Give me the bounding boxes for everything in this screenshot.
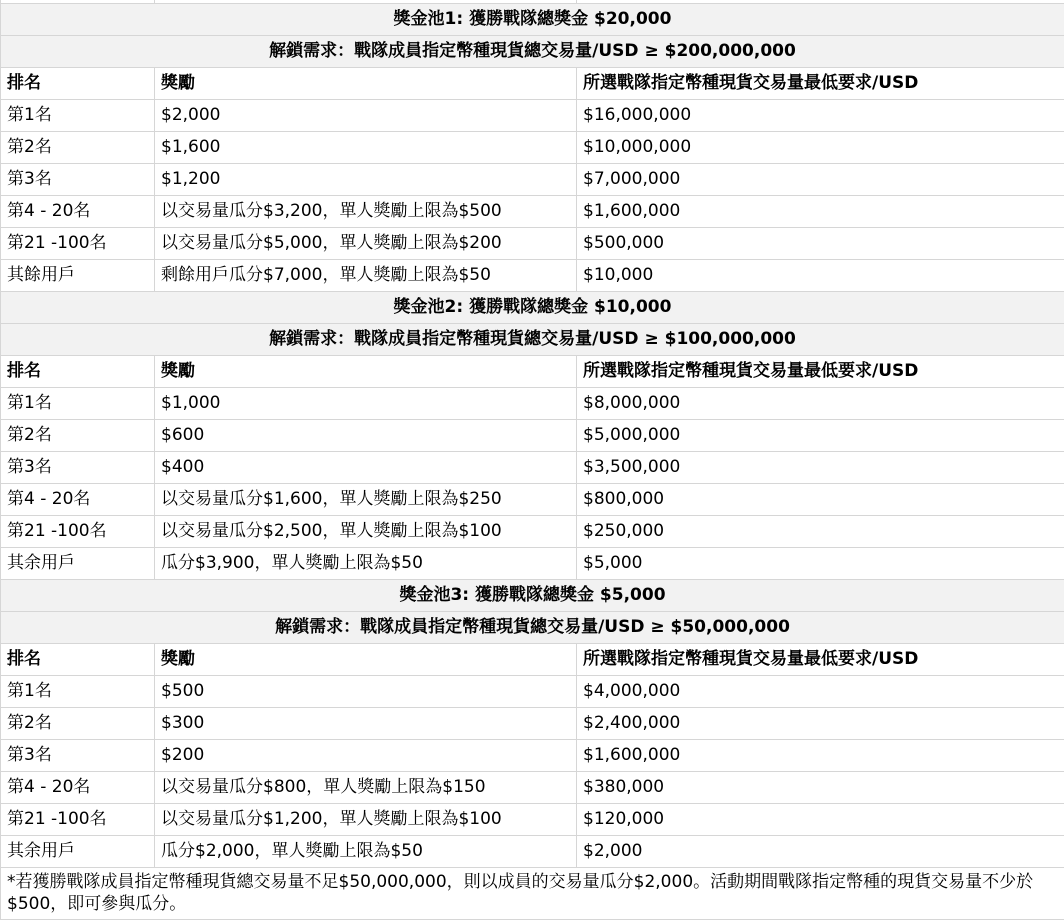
table-row: [1, 836, 1064, 868]
pool-title-row: [1, 4, 1064, 36]
reward-cell: 以交易量瓜分$3,200，單人獎勵上限為$500: [155, 196, 577, 228]
pool-title-row: [1, 580, 1064, 612]
rank-cell: 第4 - 20名: [1, 196, 155, 228]
rank-cell: 第4 - 20名: [1, 484, 155, 516]
min-volume-cell: $10,000,000: [577, 132, 1064, 164]
min-volume-cell: $500,000: [577, 228, 1064, 260]
rank-cell: 第2名: [1, 132, 155, 164]
reward-cell: $500: [155, 676, 577, 708]
rank-cell: 第21 -100名: [1, 804, 155, 836]
table-row: [1, 516, 1064, 548]
reward-cell: $2,000: [155, 100, 577, 132]
rank-cell: 第21 -100名: [1, 516, 155, 548]
reward-cell: 以交易量瓜分$2,500，單人獎勵上限為$100: [155, 516, 577, 548]
pool-unlock-requirement: 解鎖需求：戰隊成員指定幣種現貨總交易量/USD ≥ $100,000,000: [1, 324, 1064, 356]
reward-cell: 以交易量瓜分$1,200，單人獎勵上限為$100: [155, 804, 577, 836]
column-header-row: [1, 68, 1064, 100]
table-row: [1, 548, 1064, 580]
min-volume-cell: $1,600,000: [577, 740, 1064, 772]
header-rank: 排名: [1, 68, 155, 100]
header-min-volume: 所選戰隊指定幣種現貨交易量最低要求/USD: [577, 644, 1064, 676]
header-reward: 獎勵: [155, 644, 577, 676]
header-reward: 獎勵: [155, 356, 577, 388]
rank-cell: 第21 -100名: [1, 228, 155, 260]
min-volume-cell: $10,000: [577, 260, 1064, 292]
rank-cell: 其余用戶: [1, 548, 155, 580]
table-row: [1, 388, 1064, 420]
footnote-row: [1, 868, 1064, 920]
min-volume-cell: $120,000: [577, 804, 1064, 836]
min-volume-cell: $4,000,000: [577, 676, 1064, 708]
pool-title: 獎金池1: 獲勝戰隊總獎金 $20,000: [1, 4, 1064, 36]
pool-title-row: [1, 292, 1064, 324]
reward-cell: 以交易量瓜分$5,000，單人獎勵上限為$200: [155, 228, 577, 260]
min-volume-cell: $16,000,000: [577, 100, 1064, 132]
column-header-row: [1, 644, 1064, 676]
header-rank: 排名: [1, 644, 155, 676]
table-row: [1, 452, 1064, 484]
reward-cell: $1,000: [155, 388, 577, 420]
column-header-row: [1, 356, 1064, 388]
min-volume-cell: $5,000: [577, 548, 1064, 580]
min-volume-cell: $1,600,000: [577, 196, 1064, 228]
min-volume-cell: $800,000: [577, 484, 1064, 516]
header-reward: 獎勵: [155, 68, 577, 100]
min-volume-cell: $7,000,000: [577, 164, 1064, 196]
reward-cell: 以交易量瓜分$1,600，單人獎勵上限為$250: [155, 484, 577, 516]
rank-cell: 第3名: [1, 164, 155, 196]
min-volume-cell: $2,000: [577, 836, 1064, 868]
table-row: [1, 228, 1064, 260]
reward-cell: $300: [155, 708, 577, 740]
table-row: [1, 100, 1064, 132]
rank-cell: 第2名: [1, 708, 155, 740]
rank-cell: 其余用戶: [1, 836, 155, 868]
header-min-volume: 所選戰隊指定幣種現貨交易量最低要求/USD: [577, 356, 1064, 388]
rank-cell: 第3名: [1, 452, 155, 484]
table-row: [1, 804, 1064, 836]
reward-cell: 剩餘用戶瓜分$7,000，單人獎勵上限為$50: [155, 260, 577, 292]
min-volume-cell: $2,400,000: [577, 708, 1064, 740]
min-volume-cell: $8,000,000: [577, 388, 1064, 420]
footnote: *若獲勝戰隊成員指定幣種現貨總交易量不足$50,000,000，則以成員的交易量瓜分$2,000。活動期間戰隊指定幣種的現貨交易量不少於$500，即可參與瓜分。: [1, 868, 1064, 920]
table-row: [1, 740, 1064, 772]
reward-cell: $400: [155, 452, 577, 484]
table-row: [1, 484, 1064, 516]
reward-cell: 瓜分$3,900，單人獎勵上限為$50: [155, 548, 577, 580]
reward-cell: $200: [155, 740, 577, 772]
table-row: [1, 420, 1064, 452]
reward-cell: $1,200: [155, 164, 577, 196]
table-row: [1, 708, 1064, 740]
min-volume-cell: $3,500,000: [577, 452, 1064, 484]
rank-cell: 第1名: [1, 388, 155, 420]
min-volume-cell: $5,000,000: [577, 420, 1064, 452]
min-volume-cell: $380,000: [577, 772, 1064, 804]
rank-cell: 第4 - 20名: [1, 772, 155, 804]
pool-unlock-row: [1, 612, 1064, 644]
table-row: [1, 772, 1064, 804]
rank-cell: 其餘用戶: [1, 260, 155, 292]
pool-unlock-row: [1, 36, 1064, 68]
rank-cell: 第1名: [1, 100, 155, 132]
reward-cell: $1,600: [155, 132, 577, 164]
rank-cell: 第2名: [1, 420, 155, 452]
reward-cell: $600: [155, 420, 577, 452]
min-volume-cell: $250,000: [577, 516, 1064, 548]
pool-title: 獎金池2: 獲勝戰隊總獎金 $10,000: [1, 292, 1064, 324]
pool-unlock-requirement: 解鎖需求：戰隊成員指定幣種現貨總交易量/USD ≥ $50,000,000: [1, 612, 1064, 644]
reward-cell: 以交易量瓜分$800，單人獎勵上限為$150: [155, 772, 577, 804]
table-row: [1, 132, 1064, 164]
table-row: [1, 196, 1064, 228]
header-rank: 排名: [1, 356, 155, 388]
pool-unlock-requirement: 解鎖需求：戰隊成員指定幣種現貨總交易量/USD ≥ $200,000,000: [1, 36, 1064, 68]
table-row: [1, 164, 1064, 196]
header-min-volume: 所選戰隊指定幣種現貨交易量最低要求/USD: [577, 68, 1064, 100]
pool-unlock-row: [1, 324, 1064, 356]
table-row: [1, 676, 1064, 708]
reward-cell: 瓜分$2,000，單人獎勵上限為$50: [155, 836, 577, 868]
rank-cell: 第1名: [1, 676, 155, 708]
reward-table-body: [1, 0, 1064, 920]
rank-cell: 第3名: [1, 740, 155, 772]
table-row: [1, 260, 1064, 292]
pool-title: 獎金池3: 獲勝戰隊總獎金 $5,000: [1, 580, 1064, 612]
